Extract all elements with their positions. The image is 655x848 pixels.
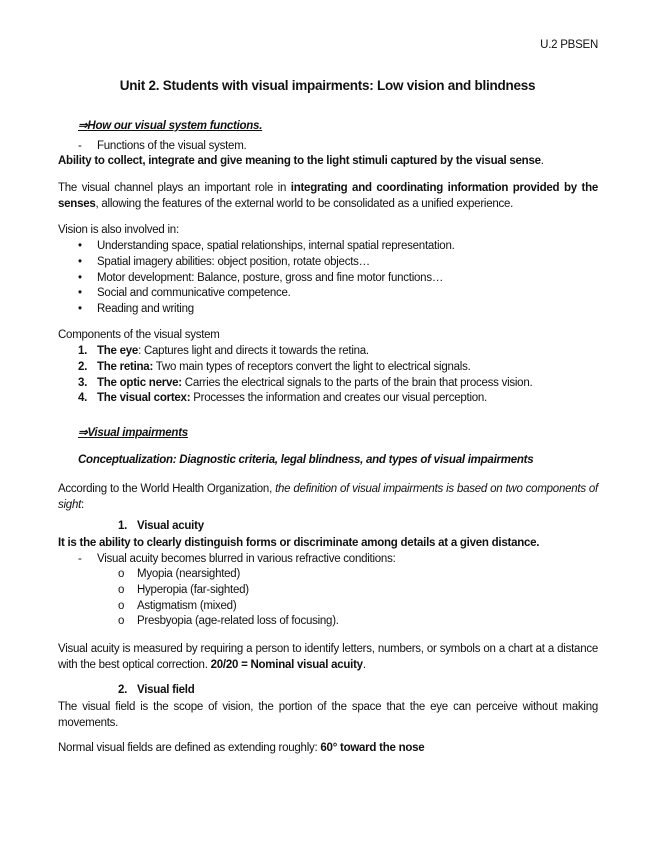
condition-text: Astigmatism (mixed)	[137, 599, 237, 612]
bullet-text: Social and communicative competence.	[97, 287, 291, 300]
visual-channel-paragraph	[58, 180, 598, 212]
circle-bullet-icon: o	[118, 583, 125, 596]
heading-text: How our visual system functions.	[87, 120, 263, 132]
bullet-text: Understanding space, spatial relationships, internal spatial representation.	[97, 240, 455, 252]
normal-field-line	[58, 741, 424, 756]
bullet-icon: •	[78, 271, 82, 284]
bullet-icon: •	[78, 287, 82, 300]
term: The eye	[97, 345, 139, 357]
section-heading-visual-impairments	[78, 426, 188, 441]
bold-text: 20/20 = Nominal visual acuity	[210, 659, 363, 671]
title: Visual acuity	[137, 520, 204, 532]
subheading-text: Conceptualization: Diagnostic criteria, legal blindness, and types of visual impairments	[78, 454, 534, 466]
dash-text: Visual acuity becomes blurred in various refractive conditions:	[97, 553, 396, 565]
text: Normal visual fields are defined as extending roughly:	[58, 742, 321, 754]
term: The optic nerve:	[97, 376, 182, 389]
bullet-icon: •	[78, 255, 82, 268]
arrow-icon: ⇒	[78, 427, 88, 439]
text: , allowing the features of the external world to be consolidated as a unified experience.	[95, 198, 514, 210]
vision-intro: Vision is also involved in:	[58, 224, 179, 236]
bold-text: ability to clearly distinguish forms or discriminate among details at a given distance.	[98, 537, 540, 549]
arrow-icon: ⇒	[78, 120, 88, 132]
dash-marker: -	[78, 553, 82, 565]
component-item	[78, 360, 471, 375]
bullet-item	[78, 271, 443, 286]
acuity-definition	[58, 536, 539, 551]
who-paragraph	[58, 481, 598, 513]
condition-text: Presbyopia (age-related loss of focusing).	[137, 615, 339, 628]
description: Processes the information and creates our visual perception.	[190, 392, 487, 405]
heading-text: Visual impairments	[87, 427, 188, 439]
page-title: Unit 2. Students with visual impairments: Low vision and blindness	[119, 78, 536, 93]
circle-bullet-icon: o	[118, 599, 125, 612]
component-item	[78, 376, 532, 391]
dash-text: Functions of the visual system.	[97, 140, 247, 152]
component-item	[78, 344, 369, 359]
ability-text: Ability to collect, integrate and give meaning to the light stimuli captured by the visual sense	[58, 155, 541, 167]
number: 3.	[78, 376, 88, 389]
number: 2.	[118, 684, 128, 696]
bullet-item	[78, 302, 194, 317]
text: Visual acuity is measured by requiring a person to identify letters, numbers, or symbols on a chart at a distance with the best optical correction.	[58, 643, 598, 671]
text: The visual channel plays an important role in	[58, 182, 291, 194]
bullet-icon: •	[78, 240, 82, 252]
subheading	[78, 453, 533, 468]
condition-item	[118, 567, 240, 582]
number: 4.	[78, 392, 88, 405]
description: : Captures light and directs it towards the retina.	[138, 345, 369, 357]
bold-text: integrating and coordinating information provided by the senses	[58, 182, 599, 210]
description: Carries the electrical signals to the parts of the brain that process vision.	[181, 376, 533, 389]
ability-line	[58, 154, 544, 169]
bullet-text: Reading and writing	[97, 303, 194, 316]
bullet-item	[78, 286, 291, 301]
section-heading-visual-system	[78, 119, 262, 134]
bullet-icon: •	[78, 303, 82, 316]
dash-item	[78, 552, 396, 567]
number: 1.	[118, 520, 128, 532]
bullet-item	[78, 239, 455, 254]
number: 1.	[78, 345, 88, 357]
term: The visual cortex:	[97, 392, 191, 405]
bullet-item	[78, 255, 370, 270]
bullet-text: Motor development: Balance, posture, gross and fine motor functions…	[97, 271, 444, 284]
number: 2.	[78, 360, 88, 373]
text: :	[81, 499, 84, 511]
description: Two main types of receptors convert the light to electrical signals.	[153, 360, 471, 373]
dash-item	[78, 139, 246, 154]
text: It is the	[58, 537, 99, 549]
header-code: U.2 PBSEN	[540, 39, 598, 51]
circle-bullet-icon: o	[118, 615, 125, 628]
title: Visual field	[137, 684, 195, 696]
period: .	[540, 155, 544, 167]
component-item	[78, 391, 487, 406]
field-heading	[118, 683, 195, 698]
text: .	[362, 659, 366, 671]
condition-item	[118, 599, 236, 614]
condition-text: Hyperopia (far-sighted)	[137, 583, 249, 596]
bold-text: 60° toward the nose	[320, 742, 425, 754]
italic-text: the definition of visual impairments is based on two components of sight	[58, 483, 598, 511]
field-definition: The visual field is the scope of vision, the portion of the space that the eye can perceive without making movements.	[58, 701, 598, 729]
term: The retina:	[97, 360, 154, 373]
dash-marker: -	[78, 140, 82, 152]
bullet-text: Spatial imagery abilities: object position, rotate objects…	[97, 255, 370, 268]
text: According to the World Health Organization,	[58, 483, 276, 495]
circle-bullet-icon: o	[118, 568, 125, 580]
acuity-heading	[118, 519, 204, 534]
condition-item	[118, 583, 249, 598]
condition-text: Myopia (nearsighted)	[137, 568, 241, 580]
components-intro: Components of the visual system	[58, 329, 220, 341]
acuity-measure-paragraph	[58, 641, 598, 673]
condition-item	[118, 614, 339, 629]
